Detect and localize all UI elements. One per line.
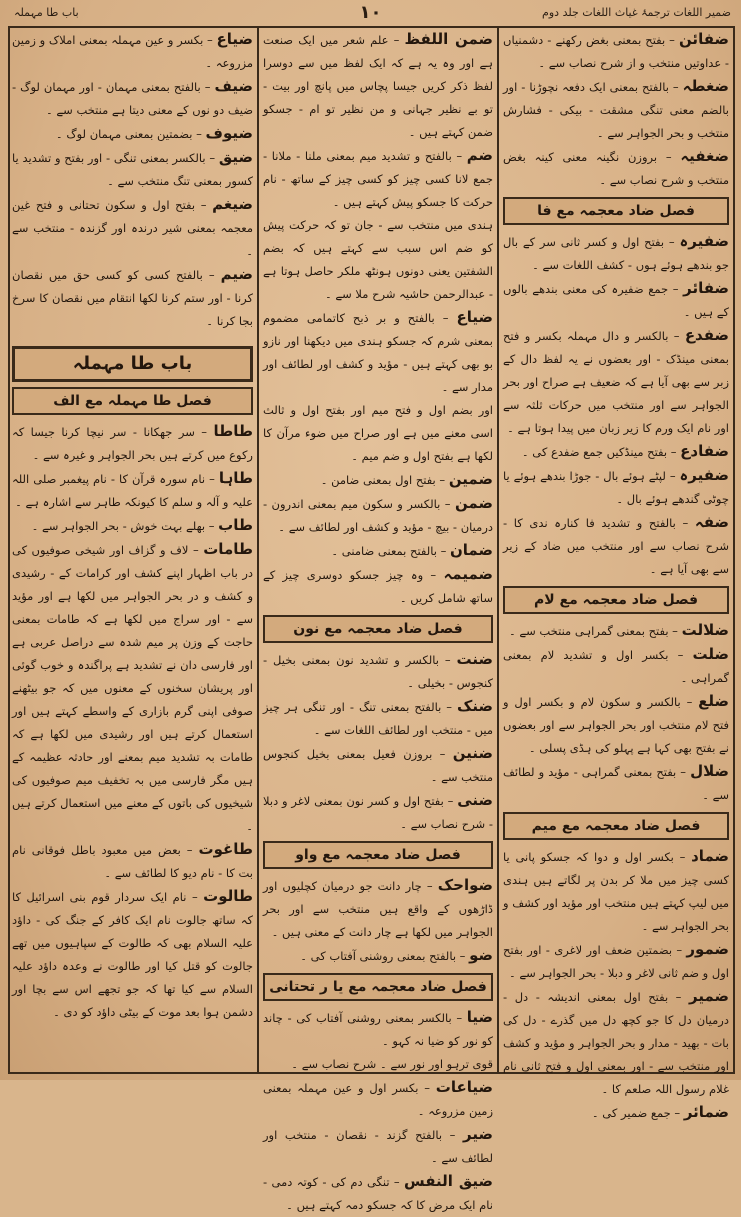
entry-headword: ضیر: [463, 1125, 493, 1143]
entry-headword: ضفہ: [694, 513, 730, 531]
dictionary-entry: ضمن اللفظ – علم شعر میں ایک صنعت ہے اور وہ یہ ہے کہ ایک لفظ میں سے دوسرا لفظ ذکر کریں جیسا پچاس میں پانچ اور بیت - تو بے نظیر جہانی و من نظیر تو ام - جسکو ضمن کہتے ہیں ۔: [263, 30, 493, 139]
entry-definition: بکسر اول و دوا کہ جسکو پانی یا کسی چیز میں ملا کر بدن پر لگاتے ہیں ہندی میں لیپ کہتے ہیں منتخب اور مؤید اور کشف و بحر الجواہر سے ۔: [503, 850, 729, 933]
entry-definition: جمع ضفیرہ کی معنی بندھے بالوں کے ہیں ۔: [503, 282, 729, 319]
dictionary-entry: ضنین – بروزن فعیل بمعنی بخیل کنجوس منتخب سے ۔: [263, 744, 493, 784]
entry-definition: قوی ترہو اور نور سے ۔ شرح نصاب سے ۔: [291, 1057, 493, 1071]
entry-headword: ضمن: [454, 494, 493, 512]
entry-definition: بالفتح بمعنی تنگ - اور تنگی ہر چیز میں - منتخب اور لطائف اللغات سے ۔: [263, 700, 493, 737]
dictionary-entry: ضیاع – بکسر و عین مہملہ بمعنی املاک و زمین مزروعہ ۔: [12, 30, 254, 70]
dictionary-entry: ضفادع – بفتح مینڈکیں جمع ضفدع کی ۔: [521, 442, 729, 460]
entry-headword: ضلالت: [681, 621, 729, 639]
entry-headword: ضلت: [692, 645, 729, 663]
entry-headword: ضلع: [698, 692, 729, 710]
entry-headword: ضیاعات: [435, 1078, 493, 1096]
dictionary-entry: ضفائر – جمع ضفیرہ کی معنی بندھے بالوں کے ہیں ۔: [503, 279, 729, 319]
header-chapter: باب طا مہملہ: [14, 6, 79, 19]
left-column: [8, 28, 257, 1072]
entry-headword: ضواحک: [437, 876, 494, 894]
entry-headword: ضیوف: [205, 124, 253, 142]
entry-headword: ضفیرہ: [679, 232, 729, 250]
dictionary-entry: ضمین – بفتح اول بمعنی ضامن ۔: [320, 470, 493, 488]
chapter-heading: باب طا مہملہ: [12, 346, 253, 382]
dictionary-entry: طاہا – نام سورہ قرآن کا - نام پیغمبر صلی اللہ علیہ و آلہ و سلم کا کیونکہ طاہر سے اشارہ ہے ۔: [12, 469, 253, 509]
entry-headword: ضمور: [686, 940, 729, 958]
entry-definition: بروزن فعیل بمعنی بخیل کنجوس منتخب سے ۔: [263, 747, 493, 784]
dictionary-entry: ضفدع – بالکسر و دال مہملہ بکسر و فتح بمعنی مینڈک - اور بعضوں نے یہ لفظ دال کے زبر سے بھی آیا ہے کہ ضعیف ہے صراح اور بحر الجواہر سے اور منتخب میں حرکات ثلثہ سے اور نام ایک ورم کا زیر زبان میں پیدا ہوتا ہے ۔: [503, 326, 730, 435]
entry-headword: ضیاع: [456, 308, 494, 326]
dictionary-entry: ضلال – بفتح بمعنی گمراہی - مؤید و لطائف سے ۔: [503, 762, 730, 802]
right-column: [499, 28, 733, 1121]
entry-definition: بالفتح و تشدید میم بمعنی ملنا - ملانا - جمع لانا کسی چیز کو کسی چیز کے ساتھ - نام حرکت کا جسکو پیش کہتے ہیں ۔: [263, 149, 493, 209]
dictionary-entry: ضمائر – جمع ضمیر کی ۔: [591, 1103, 729, 1121]
entry-headword: ضماد: [691, 847, 729, 865]
entry-definition: نام سورہ قرآن کا - نام پیغمبر صلی اللہ علیہ و آلہ و سلم کا کیونکہ طاہر سے اشارہ ہے ۔: [12, 472, 253, 509]
header-book-title: ضمیر اللغات ترجمۂ غیاث اللغات جلد دوم: [542, 6, 731, 19]
entry-definition: بفتح مینڈکیں جمع ضفدع کی ۔: [521, 445, 668, 459]
entry-definition: بفتح بمعنی گمراہی - مؤید و لطائف سے ۔: [503, 765, 729, 802]
entry-definition: بالکسر بمعنی روشنی آفتاب کی - چاند کو نور کو ضیا نہ کہو ۔: [263, 1011, 493, 1048]
entry-definition: بالکسر و دال مہملہ بکسر و فتح بمعنی مینڈک - اور بعضوں نے یہ لفظ دال کے زبر سے بھی آیا ہے کہ ضعیف ہے صراح اور بحر الجواہر سے اور منتخب میں حرکات ثلثہ سے اور نام ایک ورم کا زیر زبان میں پیدا ہوتا ہے ۔: [503, 329, 729, 435]
entry-definition: بفتح بمعنی گمراہی منتخب سے ۔: [508, 624, 669, 638]
entry-headword: ضنی: [457, 791, 493, 809]
dictionary-entry: ضیاعات – بکسر اول و عین مہملہ بمعنی زمین مزروعہ ۔: [263, 1078, 493, 1118]
dictionary-entry: ضیوف – بضمتین بمعنی مہمان لوگ ۔: [55, 124, 253, 142]
entry-definition: بفتح اول و کسر نون بمعنی لاغر و دبلا - شرح نصاب سے ۔: [263, 794, 493, 831]
entry-definition: بالفتح بمعنی روشنی آفتاب کی ۔: [300, 949, 457, 963]
section-heading: فصل ضاد معجمہ مع فا: [503, 197, 729, 225]
entry-headword: طاہا: [218, 469, 253, 487]
entry-definition: بفتح اول و سکون تحتانی و فتح غین معجمہ بمعنی شیر درندہ اور گزندہ - منتخب سے ۔: [12, 198, 253, 258]
dictionary-entry: ضواحک – چار دانت جو درمیان کچلیوں اور ڈاڑھوں کے واقع ہیں منتخب سے اور بحر الجواہر میں لکھا ہے چار دانت کے معنی ہیں ۔: [263, 876, 494, 939]
entry-definition: بالکسر بمعنی تنگی - اور بفتح و تشدید یا کسور بمعنی تنگ منتخب سے ۔: [12, 151, 253, 188]
dictionary-entry: ضمیمہ – وہ چیز جسکو دوسری چیز کے ساتھ شامل کریں ۔: [263, 565, 494, 605]
entry-definition: بفتح اول بمعنی اندیشہ - دل - درمیان دل کا جو کچھ دل میں گذرے - دل کی بات - بھید - مدار و بحر الجواہر و مؤید و کشف اور منتخب سے - اور بمعنی اول و فتح ثانی نام غلام رسول اللہ صلعم کا ۔: [503, 990, 729, 1096]
entry-headword: ضنین: [452, 744, 493, 762]
entry-definition: بضمتین بمعنی مہمان لوگ ۔: [55, 127, 193, 141]
entry-definition: بالفتح کسی کو کسی حق میں نقصان کرنا - اور ستم کرنا لکھا انتقام میں نقصان کا سرخ بجا کرنا ۔: [12, 268, 253, 328]
dictionary-entry: ضفہ – بالفتح و تشدید فا کنارہ ندی کا - شرح نصاب سے اور منتخب میں ضاد کے زیر سے بھی آیا ہے ۔: [503, 513, 730, 576]
page-header: [0, 2, 741, 24]
dictionary-entry: ضفیرہ – بفتح اول و کسر ثانی سر کے بال جو بندھے ہوئے ہوں - کشف اللغات سے ۔: [503, 232, 729, 272]
entry-definition: بکسر و عین مہملہ بمعنی املاک و زمین مزروعہ ۔: [12, 33, 253, 70]
entry-definition: وہ چیز جسکو دوسری چیز کے ساتھ شامل کریں ۔: [263, 568, 493, 605]
entry-definition: بالفتح بمعنی مہمان - اور مہمان لوگ - ضیف دو نوں کے معنی دیتا ہے منتخب سے ۔: [12, 80, 253, 117]
entry-definition: بضمتین ضعف اور لاغری - اور بفتح اول و ضم ثانی لاغر و دبلا - بحر الجواہر سے ۔: [503, 943, 729, 980]
dictionary-entry: ضو – بالفتح بمعنی روشنی آفتاب کی ۔: [300, 946, 493, 964]
dictionary-entry: ضیف – بالفتح بمعنی مہمان - اور مہمان لوگ - ضیف دو نوں کے معنی دیتا ہے منتخب سے ۔: [12, 77, 253, 117]
dictionary-entry: ضیق النفس – تنگی دم کی - کوتہ دمی - نام ایک مرض کا کہ جسکو دمہ کہتے ہیں ۔: [263, 1172, 493, 1212]
dictionary-entry: [259, 399, 497, 468]
entry-definition: علم شعر میں ایک صنعت ہے اور وہ یہ ہے کہ ایک لفظ میں سے دوسرا لفظ ذکر کریں جیسا پچاس میں پانچ اور بیت - تو بے نظیر جہانی و من نظیر تو ام - جسکو ضمن کہتے ہیں ۔: [263, 33, 493, 139]
entry-definition: بالکسر و سکون لام و بکسر اول و فتح لام منتخب اور بحر الجواہر سے اور بعضوں نے بفتح بھی کہا ہے پہلو کی ہڈی پسلی ۔: [503, 695, 729, 755]
dictionary-entry: ضلت – بکسر اول و تشدید لام بمعنی گمراہی ۔: [503, 645, 729, 685]
dictionary-entry: طاطا – سر جھکانا - سر نیچا کرنا جیسا کہ رکوع میں کرتے ہیں بحر الجواہر و غیرہ سے ۔: [12, 422, 253, 462]
dictionary-entry: ضنی – بفتح اول و کسر نون بمعنی لاغر و دبلا - شرح نصاب سے ۔: [263, 791, 493, 831]
entry-headword: ضفیرہ: [679, 466, 730, 484]
entry-definition: بالکسر و تشدید نون بمعنی بخیل - کنجوس - بخیلی ۔: [263, 653, 493, 690]
entry-headword: ضیف: [214, 77, 253, 95]
dictionary-entry: ضماد – بکسر اول و دوا کہ جسکو پانی یا کسی چیز میں ملا کر بدن پر لگاتے ہیں ہندی میں لیپ کہتے ہیں منتخب اور مؤید اور کشف و بحر الجواہر سے ۔: [503, 847, 729, 933]
entry-definition: چار دانت جو درمیان کچلیوں اور ڈاڑھوں کے واقع ہیں منتخب سے اور بحر الجواہر میں لکھا ہے چار دانت کے معنی ہیں ۔: [263, 879, 493, 939]
entry-headword: ضیق: [218, 148, 254, 166]
entry-definition: جمع ضمیر کی ۔: [591, 1106, 671, 1120]
dictionary-entry: طاب – بھلے بہت خوش - بحر الجواہر سے ۔: [31, 516, 253, 534]
entry-headword: طاب: [218, 516, 253, 534]
entry-definition: بالفتح بمعنی ضامنی ۔: [331, 544, 437, 558]
dictionary-entry: ضغفیہ – بروزن نگینہ معنی کینہ بغض منتخب و شرح نصاب سے ۔: [503, 147, 729, 187]
entry-headword: ضمان: [450, 541, 493, 559]
section-heading: فصل ضاد معجمہ مع واو: [263, 841, 493, 869]
dictionary-entry: ضمیر – بفتح اول بمعنی اندیشہ - دل - درمیان دل کا جو کچھ دل میں گذرے - دل کی بات - بھید - مدار و بحر الجواہر و مؤید و کشف اور منتخب سے - اور بمعنی اول و فتح ثانی نام غلام رسول اللہ صلعم کا ۔: [503, 987, 729, 1096]
entry-headword: ضفادع: [680, 442, 729, 460]
entry-headword: ضمیر: [688, 987, 729, 1005]
dictionary-entry: طالوت – نام ایک سردار قوم بنی اسرائیل کا کہ ساتھ جالوت نام ایک کافر کے جنگ کی - داؤد علیہ السلام بھی کہ طالوت کے سپاہیوں میں تھے جالوت کو قتل کیا اور طالوت نے وعدہ داؤد علیہ السلام سے کیا تھا کہ جو تجھے اس سے بچا اور دشمن ہوا بعد موت کے بیٹی داؤد کو دی ۔: [12, 887, 254, 1019]
entry-headword: ضم: [466, 146, 493, 164]
entry-definition: بالفتح بمعنی ایک دفعہ نچوڑنا - اور بالضم معنی تنگی مشقت - بیکی - فشارش منتخب و بحر الجواہر سے ۔: [503, 80, 729, 140]
dictionary-entry: ضفیرہ – لپٹے ہوئے بال - جوڑا بندھے ہوئے یا چوٹی گندھے ہوئے بال ۔: [503, 466, 730, 506]
dictionary-entry: ضیغم – بفتح اول و سکون تحتانی و فتح غین معجمہ بمعنی شیر درندہ اور گزندہ - منتخب سے ۔: [12, 195, 253, 258]
dictionary-entry: [259, 1053, 497, 1076]
entry-headword: ضفدع: [684, 326, 730, 344]
entry-definition: لاف و گزاف اور شیخی صوفیوں کی در باب اظہار اپنے کشف اور کرامات کے - رشیدی و کشف و در بحر الجواہر میں لکھا ہے اور مؤید سے - اور سراج میں لکھا ہے کہ طامات بمعنی حاجت کے وزن پر میم شدہ سے دراصل عربی ہے اور فارسی دان نے تشدید ہے پراگندہ و خوب گوئی اور پریشان سخنوں کے معنوں میں کہ جو بیٹھنے صوفی اپنی گرم بازاری کے واسطے کہتے ہیں اور استعمال کرتے ہیں اور رشیدی میں لکھا ہے کہ طامات بہ تشدید میم بمعنے اور حادثہ عظیمہ کے ہیں مگر فارسی میں بہ تخفیف میم صوفیوں کی شیخیوں کی باتوں کے معنے میں استعمال کرتے ہیں ۔: [12, 543, 253, 833]
dictionary-entry: ضمن – بالکسر و سکون میم بمعنی اندرون - درمیان - بیچ - مؤید و کشف اور لطائف سے ۔: [263, 494, 493, 534]
entry-headword: طاغوت: [198, 840, 253, 858]
entry-headword: ضمائر: [683, 1103, 729, 1121]
entry-definition: بالفتح گزند - نقصان - منتخب اور لطائف سے ۔: [263, 1128, 493, 1165]
entry-definition: بکسر اول و تشدید لام بمعنی گمراہی ۔: [503, 648, 729, 685]
entry-definition: بفتح اول بمعنی ضامن ۔: [320, 473, 436, 487]
entry-headword: ضیم: [220, 265, 253, 283]
section-heading: فصل ضاد معجمہ مع یا ر تحتانی: [263, 973, 493, 1001]
entry-definition: سر جھکانا - سر نیچا کرنا جیسا کہ رکوع میں کرتے ہیں بحر الجواہر و غیرہ سے ۔: [12, 425, 253, 462]
entry-definition: بھلے بہت خوش - بحر الجواہر سے ۔: [31, 519, 206, 533]
entry-definition: بالکسر و سکون میم بمعنی اندرون - درمیان - بیچ - مؤید و کشف اور لطائف سے ۔: [263, 497, 493, 534]
entry-headword: طامات: [203, 540, 253, 558]
entry-headword: ضفائن: [678, 30, 729, 48]
entry-headword: ضغطہ: [682, 77, 729, 95]
entry-headword: ضیا: [466, 1008, 494, 1026]
dictionary-entry: ضم – بالفتح و تشدید میم بمعنی ملنا - ملانا - جمع لانا کسی چیز کو کسی چیز کے ساتھ - نام حرکت کا جسکو پیش کہتے ہیں ۔: [263, 146, 493, 209]
spacer: [8, 333, 257, 341]
dictionary-entry: ضلالت – بفتح بمعنی گمراہی منتخب سے ۔: [508, 621, 729, 639]
entry-headword: ضیغم: [212, 195, 253, 213]
section-heading: فصل طا مہملہ مع الف: [12, 387, 253, 415]
entry-headword: ضمین: [448, 470, 493, 488]
entry-definition: بروزن نگینہ معنی کینہ بغض منتخب و شرح نصاب سے ۔: [503, 150, 729, 187]
entry-headword: طالوت: [203, 887, 254, 905]
middle-column: [259, 28, 497, 1212]
entry-definition: لپٹے ہوئے بال - جوڑا بندھے ہوئے یا چوٹی گندھے ہوئے بال ۔: [503, 469, 729, 506]
entry-definition: اور بضم اول و فتح میم اور بفتح اول و ثالث اسی معنے میں ہے اور صراح میں ضوء مرآن کا لکھا ہے بفتح اول و ضم میم ۔: [263, 403, 493, 463]
section-heading: فصل ضاد معجمہ مع نون: [263, 615, 493, 643]
entry-headword: ضمیمہ: [443, 565, 494, 583]
dictionary-entry: ضیق – بالکسر بمعنی تنگی - اور بفتح و تشدید یا کسور بمعنی تنگ منتخب سے ۔: [12, 148, 254, 188]
entry-definition: بفتح بمعنی بغض رکھنے - دشمنیاں - عداوتیں منتخب و از شرح نصاب سے ۔: [503, 33, 729, 70]
dictionary-entry: طامات – لاف و گزاف اور شیخی صوفیوں کی در باب اظہار اپنے کشف اور کرامات کے - رشیدی و کشف و در بحر الجواہر میں لکھا ہے اور مؤید سے - اور سراج میں لکھا ہے کہ طامات بمعنی حاجت کے وزن پر میم شدہ سے دراصل عربی ہے اور فارسی دان نے تشدید ہے پراگندہ و خوب گوئی اور پریشان سخنوں کے معنوں میں کہ جو بیٹھنے صوفی اپنی گرم بازاری کے واسطے کہتے ہیں اور استعمال کرتے ہیں اور رشیدی میں لکھا ہے کہ طامات بہ تشدید میم بمعنے اور حادثہ عظیمہ کے ہیں مگر فارسی میں بہ تخفیف میم صوفیوں کی شیخیوں کی باتوں کے معنے میں استعمال کرتے ہیں ۔: [12, 540, 253, 833]
dictionary-entry: ضمان – بالفتح بمعنی ضامنی ۔: [331, 541, 493, 559]
section-heading: فصل ضاد معجمہ مع میم: [503, 812, 729, 840]
entry-definition: تنگی دم کی - کوتہ دمی - نام ایک مرض کا کہ جسکو دمہ کہتے ہیں ۔: [263, 1175, 493, 1212]
dictionary-entry: ضفائن – بفتح بمعنی بغض رکھنے - دشمنیاں - عداوتیں منتخب و از شرح نصاب سے ۔: [503, 30, 729, 70]
entry-definition: بالفتح و تشدید فا کنارہ ندی کا - شرح نصاب سے اور منتخب میں ضاد کے زیر سے بھی آیا ہے ۔: [503, 516, 729, 576]
entry-headword: ضنت: [456, 650, 493, 668]
dictionary-entry: ضنت – بالکسر و تشدید نون بمعنی بخیل - کنجوس - بخیلی ۔: [263, 650, 493, 690]
dictionary-entry: ضیر – بالفتح گزند - نقصان - منتخب اور لطائف سے ۔: [263, 1125, 493, 1165]
entry-definition: بالفتح و بر ذبح کاتمامی مضموم بمعنی شرم کہ جسکو ہندی میں دیکھنا اور نازو بو بھی کہتے ہیں - مؤید و کشف اور لطائف اور مدار سے ۔: [263, 311, 493, 394]
dictionary-entry: ضیا – بالکسر بمعنی روشنی آفتاب کی - چاند کو نور کو ضیا نہ کہو ۔: [263, 1008, 494, 1048]
entry-definition: ہندی میں منتخب سے - جان تو کہ حرکت پیش کو ضم اس سبب سے کہتے ہیں کہ بضم الشفتین یعنی دونوں ہونٹھ ملکر حاصل ہوتا ہے - عبدالرحمن حاشیہ شرح ملا سے ۔: [263, 218, 493, 301]
entry-headword: ضغفیہ: [680, 147, 729, 165]
page-number: ۱۰: [359, 2, 382, 23]
dictionary-entry: ضیاع – بالفتح و بر ذبح کاتمامی مضموم بمعنی شرم کہ جسکو ہندی میں دیکھنا اور نازو بو بھی کہتے ہیں - مؤید و کشف اور لطائف اور مدار سے ۔: [263, 308, 494, 394]
entry-definition: بفتح اول و کسر ثانی سر کے بال جو بندھے ہوئے ہوں - کشف اللغات سے ۔: [503, 235, 729, 272]
entry-definition: بکسر اول و عین مہملہ بمعنی زمین مزروعہ ۔: [263, 1081, 493, 1118]
dictionary-entry: ضیم – بالفتح کسی کو کسی حق میں نقصان کرنا - اور ستم کرنا لکھا انتقام میں نقصان کا سرخ بجا کرنا ۔: [12, 265, 253, 328]
dictionary-entry: ضمور – بضمتین ضعف اور لاغری - اور بفتح اول و ضم ثانی لاغر و دبلا - بحر الجواہر سے ۔: [503, 940, 729, 980]
entry-headword: ضفائر: [683, 279, 729, 297]
dictionary-entry: ضنک – بالفتح بمعنی تنگ - اور تنگی ہر چیز میں - منتخب اور لطائف اللغات سے ۔: [263, 697, 493, 737]
dictionary-entry: طاغوت – بعض میں معبود باطل فوقانی نام بت کا - نام دیو کا لطائف سے ۔: [12, 840, 253, 880]
dictionary-entry: [259, 214, 497, 306]
entry-headword: طاطا: [213, 422, 253, 440]
entry-headword: ضو: [469, 946, 493, 964]
entry-definition: نام ایک سردار قوم بنی اسرائیل کا کہ ساتھ جالوت نام ایک کافر کے جنگ کی - داؤد علیہ السلام بھی کہ طالوت کے سپاہیوں میں تھے جالوت کو قتل کیا اور طالوت نے وعدہ داؤد علیہ السلام سے کیا تھا کہ جو تجھے اس سے بچا اور دشمن ہوا بعد موت کے بیٹی داؤد کو دی ۔: [12, 890, 253, 1019]
entry-headword: ضنک: [457, 697, 493, 715]
entry-headword: ضلال: [690, 762, 730, 780]
dictionary-entry: ضغطہ – بالفتح بمعنی ایک دفعہ نچوڑنا - اور بالضم معنی تنگی مشقت - بیکی - فشارش منتخب و بحر الجواہر سے ۔: [503, 77, 729, 140]
entry-headword: ضمن اللفظ: [404, 30, 493, 48]
entry-headword: ضیاع: [216, 30, 254, 48]
section-heading: فصل ضاد معجمہ مع لام: [503, 586, 729, 614]
entry-definition: بعض میں معبود باطل فوقانی نام بت کا - نام دیو کا لطائف سے ۔: [12, 843, 253, 880]
entry-headword: ضیق النفس: [404, 1172, 493, 1190]
dictionary-entry: ضلع – بالکسر و سکون لام و بکسر اول و فتح لام منتخب اور بحر الجواہر سے اور بعضوں نے بفتح بھی کہا ہے پہلو کی ہڈی پسلی ۔: [503, 692, 729, 755]
